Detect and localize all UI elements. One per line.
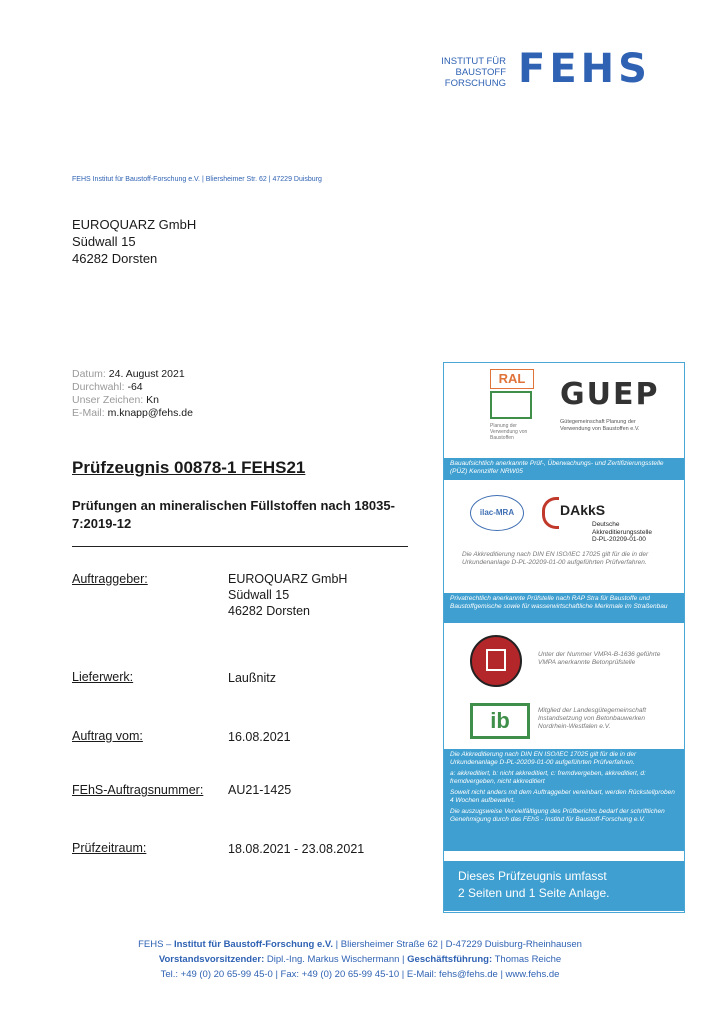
document-title: Prüfzeugnis 00878-1 FEHS21 <box>72 458 306 477</box>
logo-text <box>436 56 506 89</box>
note-legend: a: akkreditiert, b: nicht akkreditiert, c: fremdvergeben, akkreditiert, d: fremdvergeben, nicht akkreditiert <box>450 770 646 785</box>
footer-management-label: Geschäftsführung: <box>407 954 493 965</box>
footer-address: | Bliersheimer Straße 62 | D-47229 Duisburg-Rheinhausen <box>333 939 582 950</box>
logo-line-1: INSTITUT FÜR <box>441 56 506 67</box>
dakks-icon <box>542 497 559 529</box>
footer-line-1 <box>0 937 720 952</box>
order-no-label: FEhS-Auftragsnummer: <box>72 783 204 797</box>
client-street: Südwall 15 <box>228 588 290 602</box>
dakks-caption-3: D-PL-20209-01-00 <box>592 536 646 543</box>
note-retention: Soweit nicht anders mit dem Auftraggeber vereinbart, werden Rückstellproben 4 Wochen aufbewahrt. <box>450 789 675 804</box>
footer-institute: Institut für Baustoff-Forschung e.V. <box>173 939 334 950</box>
footer-management-value: Thomas Reiche <box>492 954 562 965</box>
recipient-city: 46282 Dorsten <box>72 251 158 266</box>
client-name: EUROQUARZ GmbH <box>228 572 348 586</box>
dakks-caption-2: Akkreditierungsstelle <box>592 528 652 536</box>
ral-caption: Planung der Verwendung von Baustoffen <box>490 423 528 441</box>
dakks-logo: DAkkS <box>560 502 606 518</box>
ilac-logo: ilac-MRA <box>470 495 524 531</box>
client-value <box>228 571 347 619</box>
note-accreditation: Die Akkreditierung nach DIN EN ISO/IEC 17025 gilt für die in der Urkundenanlage D-PL-20209-01-00 aufgeführten Prüfverfahren. <box>450 751 637 766</box>
recipient-name: EUROQUARZ GmbH <box>72 217 197 232</box>
guep-caption: Gütegemeinschaft Planung der Verwendung von Baustoffen e.V. <box>560 419 640 432</box>
period-value: 18.08.2021 - 23.08.2021 <box>228 842 365 856</box>
divider <box>72 546 408 547</box>
logo-line-2: BAUSTOFF <box>455 67 506 78</box>
footer <box>0 937 720 982</box>
ref-value: Kn <box>146 394 159 406</box>
ral-house-icon <box>490 391 532 419</box>
footer-line-3: Tel.: +49 (0) 20 65-99 45-0 | Fax: +49 (0) 20 65-99 45-10 | E-Mail: fehs@fehs.de | www.fehs.de <box>160 969 560 980</box>
vmpa-seal-icon <box>470 635 522 687</box>
phone-label: Durchwahl: <box>72 381 125 393</box>
band-notes <box>444 749 684 851</box>
summary-line-2: 2 Seiten und 1 Seite Anlage. <box>458 886 610 900</box>
dakks-caption <box>592 521 652 544</box>
ref-label: Unser Zeichen: <box>72 394 144 406</box>
footer-chair-value: Dipl.-Ing. Markus Wischermann | <box>264 954 408 965</box>
plant-value: Laußnitz <box>228 671 276 685</box>
date-label: Datum: <box>72 368 106 380</box>
recipient-address <box>72 216 196 267</box>
period-label: Prüfzeitraum: <box>72 841 147 855</box>
band-rap-stra: Privatrechtlich anerkannte Prüfstelle nach RAP Stra für Baustoffe und Baustoffgemische sowie für wasserwirtschaftliche Merkmale im Straßenbau <box>444 593 684 623</box>
guep-logo: GUEP <box>560 377 660 412</box>
document-subtitle: Prüfungen an mineralischen Füllstoffen nach 18035-7:2019-12 <box>72 498 395 531</box>
footer-prefix: FEHS – <box>138 939 174 950</box>
client-city: 46282 Dorsten <box>228 604 311 618</box>
footer-chair-label: Vorstandsvorsitzender: <box>158 954 265 965</box>
meta-block <box>72 368 193 420</box>
sender-line: FEHS Institut für Baustoff-Forschung e.V. | Bliersheimer Str. 62 | 47229 Duisburg <box>72 176 322 183</box>
vmpa-note: Unter der Nummer VMPA-B-1636 geführte VMPA anerkannte Betonprüfstelle <box>538 651 661 666</box>
email-value: m.knapp@fehs.de <box>107 407 193 419</box>
email-label: E-Mail: <box>72 407 105 419</box>
dakks-note: Die Akkreditierung nach DIN EN ISO/IEC 17025 gilt für die in der Urkundenanlage D-PL-20209-01-00 aufgeführten Prüfverfahren. <box>462 551 649 566</box>
recipient-street: Südwall 15 <box>72 234 136 249</box>
certification-panel <box>443 362 685 913</box>
band-puez: Bauaufsichtlich anerkannte Prüf-, Überwachungs- und Zertifizierungsstelle (PÜZ) Kennziffer NRW05 <box>444 458 684 480</box>
order-date-value: 16.08.2021 <box>228 730 291 744</box>
summary-box <box>444 861 684 911</box>
phone-value: -64 <box>127 381 143 393</box>
order-no-value: AU21-1425 <box>228 783 292 797</box>
dakks-caption-1: Deutsche <box>592 521 620 528</box>
date-value: 24. August 2021 <box>108 368 185 380</box>
note-copyright: Die auszugsweise Vervielfältigung des Prüfberichts bedarf der schriftlichen Genehmigung durch das FEhS - Institut für Baustoff-Forschung e.V. <box>450 808 665 823</box>
ral-logo: RAL <box>490 369 534 389</box>
footer-line-2 <box>0 952 720 967</box>
summary-line-1: Dieses Prüfzeugnis umfasst <box>458 869 607 883</box>
plant-label: Lieferwerk: <box>72 670 134 684</box>
ib-logo: ib <box>470 703 530 739</box>
ib-note: Mitglied der Landesgütegemeinschaft Instandsetzung von Betonbauwerken Nordrhein-Westfalen e.V. <box>538 707 647 730</box>
fehs-logo: FEHS <box>518 46 651 92</box>
order-date-label: Auftrag vom: <box>72 729 143 743</box>
logo-line-3: FORSCHUNG <box>444 78 506 89</box>
client-label: Auftraggeber: <box>72 572 148 586</box>
